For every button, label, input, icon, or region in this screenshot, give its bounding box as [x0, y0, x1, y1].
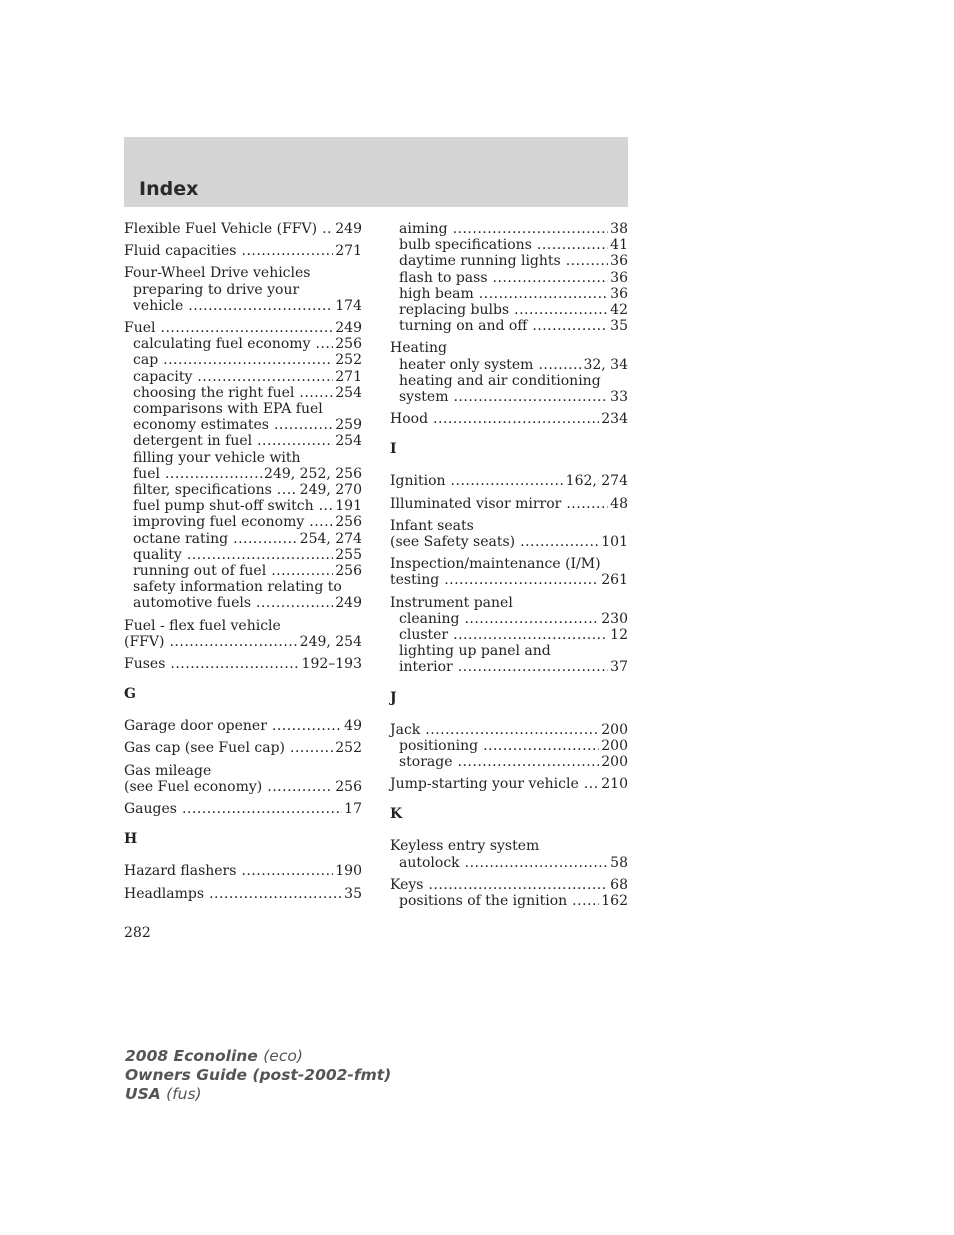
entry-page-ref[interactable]: 174	[335, 297, 362, 314]
dot-leader	[453, 389, 608, 405]
index-entry-line	[124, 634, 362, 650]
index-entry	[390, 722, 628, 771]
entry-text: interior	[399, 659, 453, 676]
entry-text: system	[399, 389, 449, 406]
entry-page-ref[interactable]: 259	[335, 417, 362, 434]
index-subentry-line	[390, 270, 628, 286]
entry-page-ref[interactable]: 254, 274	[299, 530, 362, 547]
index-entry-line	[124, 718, 362, 734]
entry-page-ref[interactable]: 200	[601, 721, 628, 738]
entry-page-ref[interactable]: 41	[610, 237, 628, 254]
entry-text: positioning	[399, 737, 479, 754]
entry-page-ref[interactable]: 230	[601, 610, 628, 627]
dot-leader	[187, 547, 333, 563]
dot-leader	[584, 776, 599, 792]
entry-text: cleaning	[399, 610, 460, 627]
dot-leader	[514, 302, 608, 318]
dot-leader	[267, 779, 333, 795]
entry-text: Infant seats	[390, 517, 474, 534]
entry-page-ref[interactable]: 192–193	[301, 656, 362, 673]
dot-leader	[188, 298, 333, 314]
index-entry	[124, 265, 362, 314]
footer-model-code: (eco)	[263, 1047, 303, 1065]
entry-page-ref[interactable]: 249, 254	[299, 633, 362, 650]
index-entry	[390, 838, 628, 870]
dot-leader	[537, 237, 608, 253]
dot-leader	[169, 634, 297, 650]
dot-leader	[322, 221, 333, 237]
index-letter-heading: J	[390, 689, 397, 706]
index-entry	[390, 473, 628, 489]
entry-text: improving fuel economy	[133, 514, 305, 531]
entry-page-ref[interactable]: 252	[335, 352, 362, 369]
entry-page-ref[interactable]: 256	[335, 778, 362, 795]
dot-leader	[272, 718, 342, 734]
entry-text: high beam	[399, 285, 474, 302]
entry-text: replacing bulbs	[399, 302, 510, 319]
dot-leader	[257, 433, 333, 449]
entry-page-ref[interactable]: 190	[335, 863, 362, 880]
index-entry-line	[124, 618, 362, 634]
index-entry	[390, 877, 628, 909]
entry-page-ref[interactable]: 234	[601, 411, 628, 428]
dot-leader	[233, 531, 298, 547]
entry-text: quality	[133, 546, 182, 563]
index-entry	[124, 243, 362, 259]
index-entry-line	[124, 320, 362, 336]
entry-page-ref[interactable]: 32, 34	[583, 356, 628, 373]
index-subentry-line	[124, 466, 362, 482]
dot-leader	[453, 221, 609, 237]
entry-text: (see Fuel economy)	[124, 778, 263, 795]
entry-text: turning on and off	[399, 318, 528, 335]
index-subentry-line	[124, 547, 362, 563]
entry-page-ref[interactable]: 49	[344, 718, 362, 735]
footer-line-market	[125, 1085, 391, 1104]
entry-page-ref[interactable]: 200	[601, 754, 628, 771]
index-entry	[124, 656, 362, 672]
dot-leader	[483, 738, 599, 754]
entry-text: capacity	[133, 368, 193, 385]
entry-page-ref[interactable]: 36	[610, 285, 628, 302]
index-entry-line	[390, 776, 628, 792]
dot-leader	[464, 611, 599, 627]
dot-leader	[453, 627, 608, 643]
entry-page-ref[interactable]: 249, 252, 256	[264, 465, 362, 482]
dot-leader	[458, 659, 608, 675]
index-entry-line	[124, 779, 362, 795]
dot-leader	[566, 253, 608, 269]
entry-page-ref[interactable]: 271	[335, 243, 362, 260]
dot-leader	[566, 496, 608, 512]
index-entry-line	[390, 518, 628, 534]
entry-page-ref[interactable]: 12	[610, 627, 628, 644]
index-subentry-line	[124, 531, 362, 547]
dot-leader	[433, 411, 599, 427]
dot-leader	[465, 855, 609, 871]
entry-page-ref[interactable]: 210	[601, 776, 628, 793]
index-entry	[390, 595, 628, 676]
entry-text: vehicle	[133, 297, 184, 314]
entry-page-ref[interactable]: 35	[610, 318, 628, 335]
entry-text: Heating	[390, 340, 447, 357]
entry-text: Ignition	[390, 473, 446, 490]
entry-page-ref[interactable]: 249	[335, 320, 362, 337]
index-entry	[390, 518, 628, 550]
entry-text: Headlamps	[124, 885, 205, 902]
index-subentry-line	[124, 514, 362, 530]
index-entry-line	[390, 411, 628, 427]
index-column-left	[124, 221, 362, 908]
index-subentry-line	[124, 482, 362, 498]
dot-leader	[493, 270, 609, 286]
index-entry	[390, 411, 628, 427]
index-subentry-line	[124, 282, 362, 298]
index-entry-line	[390, 572, 628, 588]
entry-text: Gas cap (see Fuel cap)	[124, 740, 285, 757]
index-entry	[390, 221, 628, 334]
entry-page-ref[interactable]: 162	[601, 893, 628, 910]
index-subentry-line	[390, 253, 628, 269]
index-entry	[390, 340, 628, 405]
entry-page-ref[interactable]: 36	[610, 269, 628, 286]
index-entry-line	[390, 556, 628, 572]
index-letter-heading: G	[124, 686, 136, 703]
dot-leader	[163, 352, 333, 368]
footer-line-model	[125, 1047, 391, 1066]
index-subentry-line	[124, 563, 362, 579]
document-footer	[125, 1047, 391, 1104]
index-subentry-line	[390, 237, 628, 253]
entry-text: Inspection/maintenance (I/M)	[390, 556, 601, 573]
dot-leader	[161, 320, 334, 336]
entry-text: comparisons with EPA fuel	[133, 401, 323, 418]
entry-text: running out of fuel	[133, 563, 267, 580]
entry-text: daytime running lights	[399, 253, 561, 270]
entry-text: testing	[390, 572, 440, 589]
entry-page-ref[interactable]: 37	[610, 659, 628, 676]
entry-page-ref[interactable]: 42	[610, 302, 628, 319]
index-entry-line	[124, 801, 362, 817]
page-number: 282	[124, 925, 151, 941]
index-entry-line	[124, 863, 362, 879]
dot-leader	[256, 595, 333, 611]
index-entry	[124, 618, 362, 650]
entry-page-ref[interactable]: 191	[335, 498, 362, 515]
entry-page-ref[interactable]: 162, 274	[565, 473, 628, 490]
dot-leader	[451, 473, 564, 489]
dot-leader	[319, 498, 334, 514]
entry-text: Gauges	[124, 801, 177, 818]
index-subentry-line	[390, 357, 628, 373]
entry-page-ref[interactable]: 58	[610, 854, 628, 871]
entry-text: cap	[133, 352, 159, 369]
dot-leader	[520, 534, 599, 550]
dot-leader	[170, 656, 299, 672]
entry-page-ref[interactable]: 68	[610, 876, 628, 893]
entry-page-ref[interactable]: 36	[610, 253, 628, 270]
dot-leader	[242, 243, 334, 259]
index-entry	[124, 320, 362, 612]
index-entry	[390, 776, 628, 792]
entry-text: Keys	[390, 876, 424, 893]
dot-leader	[290, 740, 333, 756]
entry-text: economy estimates	[133, 417, 269, 434]
entry-text: Hood	[390, 411, 429, 428]
index-subentry-line	[124, 385, 362, 401]
index-column-right	[390, 221, 628, 915]
footer-model: 2008 Econoline	[125, 1047, 258, 1065]
entry-text: choosing the right fuel	[133, 384, 295, 401]
entry-text: (see Safety seats)	[390, 534, 516, 551]
entry-text: automotive fuels	[133, 595, 252, 612]
index-entry-line	[124, 763, 362, 779]
index-subentry-line	[390, 643, 628, 659]
index-entry	[124, 886, 362, 902]
dot-leader	[165, 466, 262, 482]
index-entry-line	[390, 877, 628, 893]
index-subentry-line	[390, 893, 628, 909]
entry-text: detergent in fuel	[133, 433, 253, 450]
index-entry-line	[390, 473, 628, 489]
entry-text: Gas mileage	[124, 762, 212, 779]
dot-leader	[182, 801, 342, 817]
entry-text: lighting up panel and	[399, 643, 551, 660]
entry-page-ref[interactable]: 33	[610, 389, 628, 406]
footer-market: USA	[125, 1085, 161, 1103]
dot-leader	[271, 563, 333, 579]
index-entry-line	[390, 534, 628, 550]
entry-text: Instrument panel	[390, 594, 513, 611]
index-entry-line	[124, 886, 362, 902]
entry-page-ref[interactable]: 254	[335, 384, 362, 401]
index-subentry-line	[124, 498, 362, 514]
index-entry-line	[124, 740, 362, 756]
index-entry-line	[390, 496, 628, 512]
entry-text: filter, specifications	[133, 482, 272, 499]
index-entry-line	[390, 722, 628, 738]
entry-text: positions of the ignition	[399, 893, 568, 910]
entry-text: Four-Wheel Drive vehicles	[124, 265, 311, 282]
index-entry-line	[124, 221, 362, 237]
entry-text: Flexible Fuel Vehicle (FFV)	[124, 221, 318, 237]
entry-text: Hazard flashers	[124, 863, 237, 880]
index-entry	[124, 221, 362, 237]
entry-text: Garage door opener	[124, 718, 267, 735]
index-subentry-line	[124, 336, 362, 352]
index-subentry-line	[390, 221, 628, 237]
entry-text: Illuminated visor mirror	[390, 495, 562, 512]
entry-page-ref[interactable]: 200	[601, 737, 628, 754]
index-entry	[390, 556, 628, 588]
dot-leader	[444, 572, 599, 588]
index-entry-line	[390, 595, 628, 611]
entry-page-ref[interactable]: 256	[335, 336, 362, 353]
dot-leader	[299, 385, 333, 401]
entry-text: heater only system	[399, 356, 534, 373]
index-entry	[390, 496, 628, 512]
dot-leader	[274, 417, 333, 433]
entry-page-ref[interactable]: 17	[344, 801, 362, 818]
index-subentry-line	[124, 595, 362, 611]
index-entry	[124, 718, 362, 734]
entry-page-ref[interactable]: 48	[610, 495, 628, 512]
index-subentry-line	[390, 855, 628, 871]
index-entry-line	[390, 340, 628, 356]
dot-leader	[315, 336, 333, 352]
entry-text: fuel pump shut-off switch	[133, 498, 314, 515]
entry-page-ref[interactable]: 249	[335, 595, 362, 612]
entry-text: autolock	[399, 854, 460, 871]
index-entry-line	[124, 243, 362, 259]
entry-page-ref[interactable]: 249, 270	[299, 482, 362, 499]
index-subentry-line	[390, 389, 628, 405]
entry-page-ref[interactable]: 35	[344, 885, 362, 902]
entry-text: Jack	[390, 721, 421, 738]
entry-text: heating and air conditioning	[399, 372, 601, 389]
dot-leader	[197, 369, 333, 385]
page-title: Index	[139, 178, 199, 200]
index-entry-line	[124, 265, 362, 281]
entry-text: safety information relating to	[133, 579, 342, 596]
entry-page-ref[interactable]: 249	[335, 221, 362, 237]
index-subentry-line	[390, 754, 628, 770]
index-subentry-line	[390, 373, 628, 389]
dot-leader	[538, 357, 581, 373]
entry-text: filling your vehicle with	[133, 449, 301, 466]
dot-leader	[241, 863, 333, 879]
entry-page-ref[interactable]: 252	[335, 740, 362, 757]
index-subentry-line	[390, 302, 628, 318]
index-letter-heading: K	[390, 806, 403, 823]
entry-page-ref[interactable]: 256	[335, 514, 362, 531]
index-subentry-line	[390, 659, 628, 675]
entry-text: storage	[399, 754, 453, 771]
dot-leader	[209, 886, 342, 902]
entry-text: (FFV)	[124, 633, 165, 650]
entry-text: calculating fuel economy	[133, 336, 311, 353]
entry-text: flash to pass	[399, 269, 488, 286]
index-subentry-line	[124, 417, 362, 433]
index-subentry-line	[390, 318, 628, 334]
footer-guide: Owners Guide (post-2002-fmt)	[125, 1066, 392, 1084]
index-subentry-line	[390, 627, 628, 643]
entry-page-ref[interactable]: 101	[601, 534, 628, 551]
dot-leader	[428, 877, 608, 893]
entry-text: Fuel	[124, 320, 156, 337]
entry-text: aiming	[399, 221, 448, 237]
index-subentry-line	[390, 286, 628, 302]
index-subentry-line	[124, 369, 362, 385]
index-subentry-line	[124, 579, 362, 595]
index-subentry-line	[124, 450, 362, 466]
footer-line-guide	[125, 1066, 391, 1085]
entry-text: bulb specifications	[399, 237, 532, 254]
footer-market-code: (fus)	[166, 1085, 202, 1103]
entry-text: Keyless entry system	[390, 838, 540, 855]
entry-text: Fuel - flex fuel vehicle	[124, 617, 281, 634]
index-entry	[124, 801, 362, 817]
dot-leader	[277, 482, 298, 498]
index-subentry-line	[124, 298, 362, 314]
entry-text: preparing to drive your	[133, 281, 300, 298]
dot-leader	[425, 722, 599, 738]
entry-page-ref[interactable]: 38	[610, 221, 628, 237]
index-subentry-line	[124, 433, 362, 449]
entry-text: octane rating	[133, 530, 229, 547]
entry-text: Jump-starting your vehicle	[390, 776, 579, 793]
index-entry	[124, 763, 362, 795]
index-subentry-line	[124, 401, 362, 417]
entry-page-ref[interactable]: 256	[335, 563, 362, 580]
index-subentry-line	[390, 738, 628, 754]
entry-text: Fluid capacities	[124, 243, 237, 260]
dot-leader	[479, 286, 608, 302]
index-header-bar	[124, 137, 628, 207]
index-entry-line	[124, 656, 362, 672]
index-entry	[124, 740, 362, 756]
index-subentry-line	[124, 352, 362, 368]
entry-page-ref[interactable]: 255	[335, 546, 362, 563]
index-letter-heading: H	[124, 831, 138, 848]
entry-page-ref[interactable]: 271	[335, 368, 362, 385]
index-subentry-line	[390, 611, 628, 627]
entry-text: cluster	[399, 627, 449, 644]
entry-text: Fuses	[124, 656, 166, 673]
dot-leader	[309, 514, 333, 530]
index-entry	[124, 863, 362, 879]
dot-leader	[532, 318, 608, 334]
entry-text: fuel	[133, 465, 160, 482]
dot-leader	[572, 893, 599, 909]
index-letter-heading: I	[390, 441, 397, 458]
entry-page-ref[interactable]: 261	[601, 572, 628, 589]
index-entry-line	[390, 838, 628, 854]
entry-page-ref[interactable]: 254	[335, 433, 362, 450]
dot-leader	[458, 754, 600, 770]
